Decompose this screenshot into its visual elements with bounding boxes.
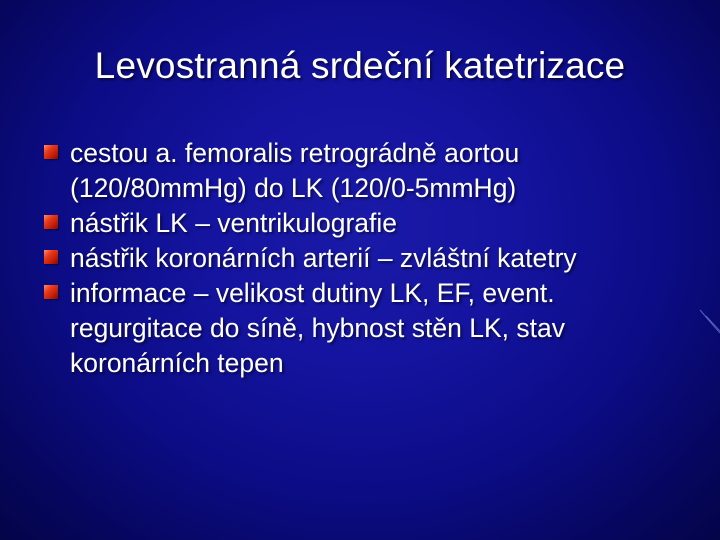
bullet-item bbox=[44, 241, 684, 276]
square-bullet-icon bbox=[44, 250, 58, 264]
square-bullet-icon bbox=[44, 285, 58, 299]
bullet-item bbox=[44, 136, 684, 206]
bullet-text: cestou a. femoralis retrográdně aortou (120/80mmHg) do LK (120/0-5mmHg) bbox=[70, 138, 520, 203]
bullet-item bbox=[44, 206, 684, 241]
square-bullet-icon bbox=[44, 215, 58, 229]
bullet-text: nástřik LK – ventrikulografie bbox=[70, 208, 397, 238]
bullet-text: nástřik koronárních arterií – zvláštní katetry bbox=[70, 243, 577, 273]
square-bullet-icon bbox=[44, 145, 58, 159]
slide-title: Levostranná srdeční katetrizace bbox=[94, 45, 626, 86]
bullet-text: informace – velikost dutiny LK, EF, event. regurgitace do síně, hybnost stěn LK, stav koronárních tepen bbox=[70, 278, 565, 378]
bullet-item bbox=[44, 276, 684, 381]
bullet-list bbox=[44, 136, 684, 381]
